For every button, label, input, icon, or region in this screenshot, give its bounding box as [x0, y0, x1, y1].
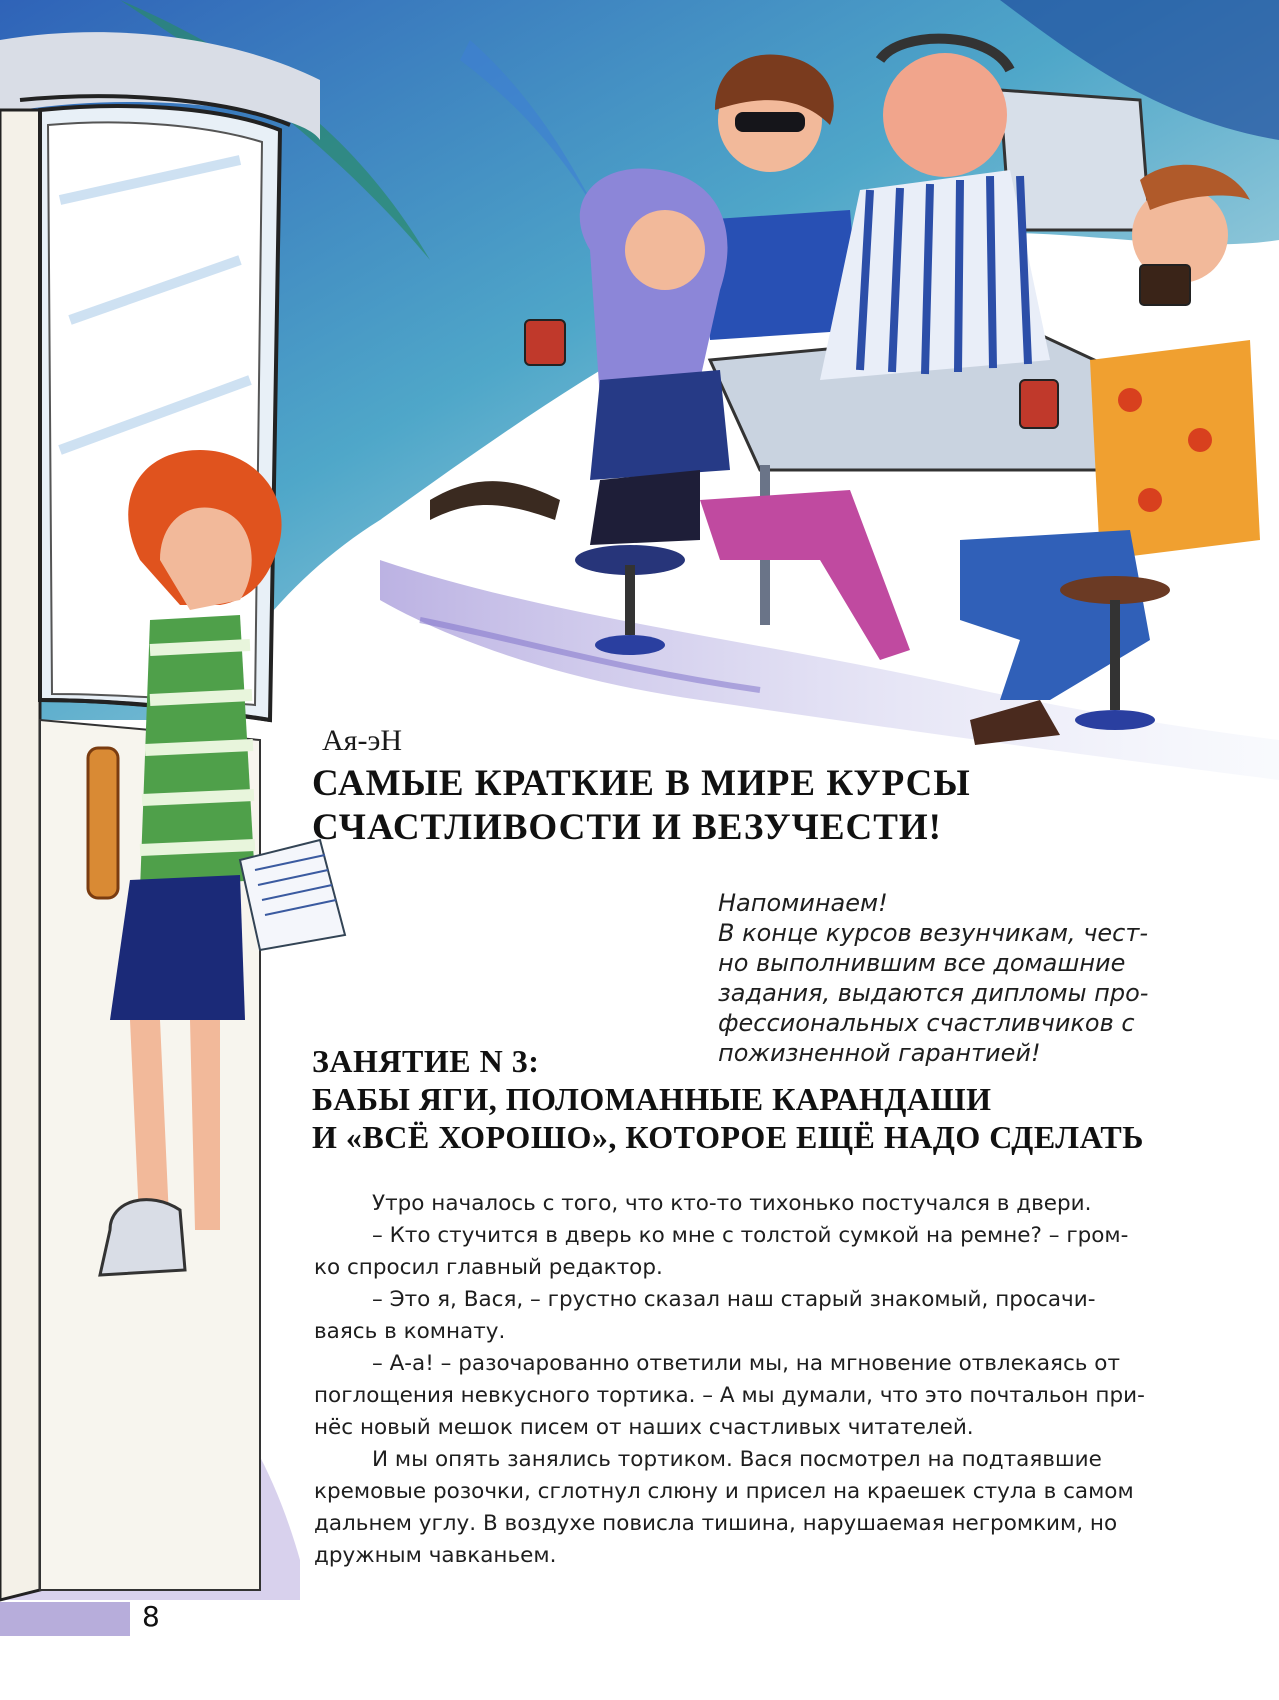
title-line: СЧАСТЛИВОСТИ И ВЕЗУЧЕСТИ!: [312, 807, 943, 848]
reminder-line: но выполнившим все домашние: [718, 949, 1126, 977]
reminder-line: Напоминаем!: [718, 889, 888, 917]
story-line: ко спросил главный редактор.: [314, 1255, 663, 1280]
lesson-line: БАБЫ ЯГИ, ПОЛОМАННЫЕ КАРАНДАШИ: [312, 1081, 992, 1117]
lesson-line: ЗАНЯТИЕ N 3:: [312, 1043, 540, 1079]
story-line: – А-а! – разочарованно ответили мы, на мгновение отвлекаясь от: [372, 1351, 1120, 1376]
lesson-heading: [312, 1042, 1144, 1156]
story-line: Утро началось с того, что кто-то тихонько постучался в двери.: [372, 1191, 1092, 1216]
reminder-line: фессиональных счастливчиков с: [718, 1009, 1135, 1037]
reminder-line: пожизненной гарантией!: [718, 1039, 1041, 1067]
story-line: ваясь в комнату.: [314, 1319, 506, 1344]
page-title: [312, 762, 971, 850]
story-line: нёс новый мешок писем от наших счастливых читателей.: [314, 1415, 974, 1440]
reminder-note: [718, 888, 1170, 1068]
page-number: 8: [142, 1600, 160, 1633]
story-line: дальнем углу. В воздухе повисла тишина, нарушаемая негромким, но: [314, 1511, 1118, 1536]
story-line: – Это я, Вася, – грустно сказал наш старый знакомый, просачи-: [372, 1287, 1096, 1312]
reminder-line: задания, выдаются дипломы про-: [718, 979, 1149, 1007]
page-number-bar: [0, 1602, 130, 1636]
title-line: САМЫЕ КРАТКИЕ В МИРЕ КУРСЫ: [312, 763, 971, 804]
lesson-line: И «ВСЁ ХОРОШО», КОТОРОЕ ЕЩЁ НАДО СДЕЛАТЬ: [312, 1119, 1144, 1155]
story-line: дружным чавканьем.: [314, 1543, 557, 1568]
reminder-line: В конце курсов везунчикам, чест-: [718, 919, 1148, 947]
story-line: И мы опять занялись тортиком. Вася посмотрел на подтаявшие: [372, 1447, 1102, 1472]
story-text: [314, 1188, 1174, 1572]
story-line: поглощения невкусного тортика. – А мы думали, что это почтальон при-: [314, 1383, 1145, 1408]
story-line: – Кто стучится в дверь ко мне с толстой сумкой на ремне? – гром-: [372, 1223, 1129, 1248]
story-line: кремовые розочки, сглотнул слюну и присел на краешек стула в самом: [314, 1479, 1134, 1504]
author-name: Ая-эН: [322, 724, 402, 757]
